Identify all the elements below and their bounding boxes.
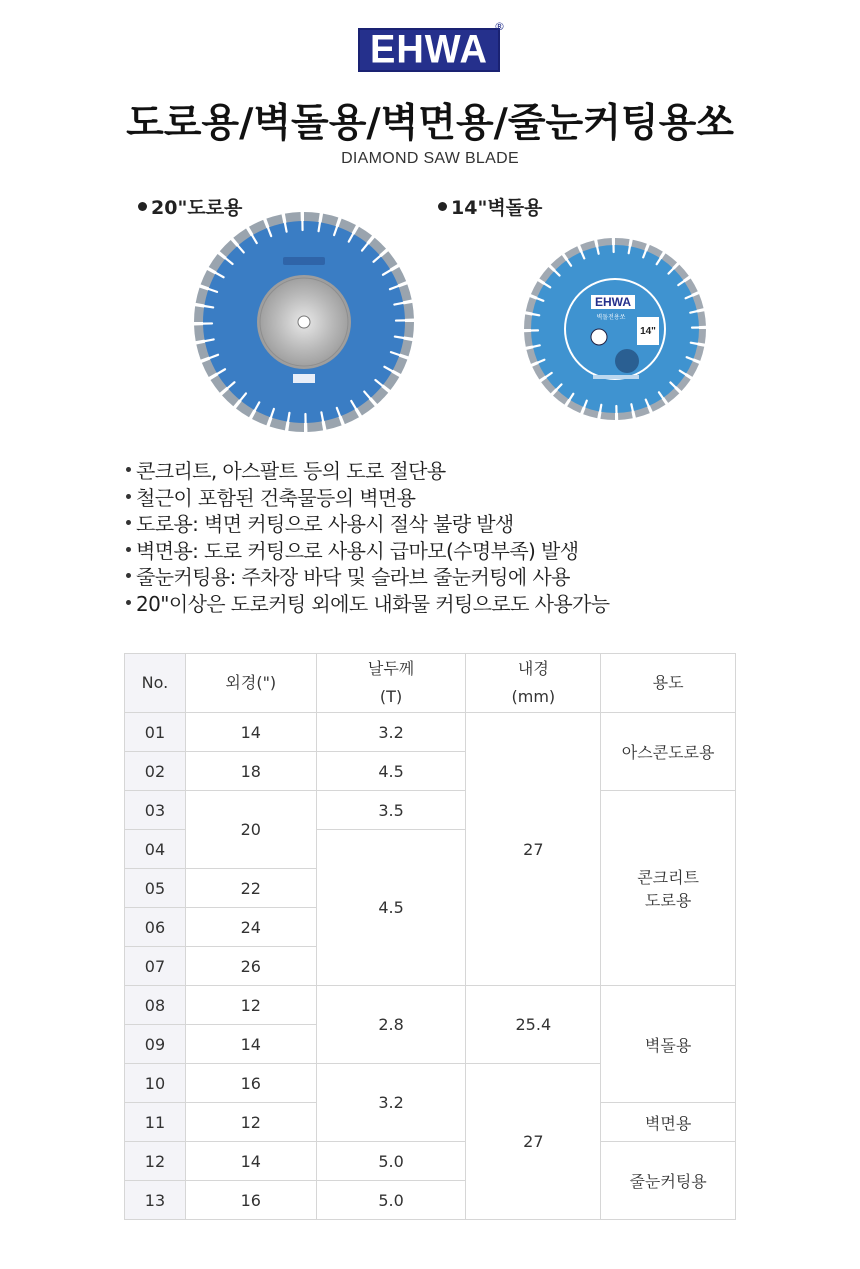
brand-logo (358, 20, 506, 74)
bullet-dot-icon (126, 520, 131, 525)
cell-use-l2: 도로용 (644, 891, 692, 910)
header-thickness (316, 654, 466, 713)
blade-slot (531, 314, 539, 315)
feature-text: 도로용: 벽면 커팅으로 사용시 절삭 불량 발생 (136, 512, 514, 536)
blade-slot (203, 306, 213, 308)
feature-list (126, 458, 746, 617)
page-title: 도로용/벽돌용/벽면용/줄눈커팅용쏘 (126, 101, 734, 146)
bullet-dot-icon (126, 494, 131, 499)
feature-text: 줄눈커팅용: 주차장 바닥 및 슬라브 줄눈커팅에 사용 (136, 565, 570, 589)
cell-no: 10 (125, 1064, 186, 1103)
blade-slot (600, 405, 601, 413)
cell-id: 27 (466, 713, 601, 986)
cell-id: 25.4 (466, 986, 601, 1064)
blade-illustration (615, 349, 639, 373)
spec-table (124, 653, 736, 1220)
cell-od: 12 (185, 986, 316, 1025)
feature-item (126, 591, 746, 618)
feature-item (126, 485, 746, 512)
cell-use: 줄눈커팅용 (601, 1142, 736, 1220)
cell-t: 4.5 (316, 752, 466, 791)
header-inner-diameter (466, 654, 601, 713)
cell-t: 5.0 (316, 1142, 466, 1181)
cell-od: 14 (185, 1142, 316, 1181)
cell-t: 3.5 (316, 791, 466, 830)
table-row (125, 986, 736, 1025)
cell-no: 05 (125, 869, 186, 908)
arbor-hole (591, 329, 607, 345)
product-label-brick (438, 193, 542, 220)
table-row (125, 713, 736, 752)
cell-no: 13 (125, 1181, 186, 1220)
blade-print (593, 375, 639, 379)
page-subtitle: DIAMOND SAW BLADE (341, 150, 519, 167)
blade-print (283, 257, 325, 265)
header-inner-l1: 내경 (517, 659, 549, 678)
cell-od: 14 (185, 713, 316, 752)
feature-item (126, 538, 746, 565)
blade-size-text: 14" (640, 326, 656, 337)
cell-no: 07 (125, 947, 186, 986)
blade-body (531, 245, 699, 413)
cell-od: 26 (185, 947, 316, 986)
blade-slot (319, 221, 321, 231)
cell-od: 14 (185, 1025, 316, 1064)
header-usage: 용도 (601, 654, 736, 713)
logo-text: EHWA (370, 27, 488, 73)
bullet-dot-icon (438, 202, 447, 211)
table-header-row (125, 654, 736, 713)
bullet-dot-icon (126, 547, 131, 552)
logo-box (358, 28, 500, 72)
cell-no: 08 (125, 986, 186, 1025)
header-thickness-l1: 날두께 (367, 659, 415, 678)
feature-text: 콘크리트, 아스팔트 등의 도로 절단용 (136, 459, 446, 483)
feature-text: 20"이상은 도로커팅 외에도 내화물 커팅으로도 사용가능 (136, 591, 610, 616)
cell-od: 22 (185, 869, 316, 908)
cell-use: 아스콘도로용 (601, 713, 736, 791)
header-no: No. (125, 654, 186, 713)
bullet-dot-icon (138, 202, 147, 211)
cell-no: 06 (125, 908, 186, 947)
feature-item (126, 511, 746, 538)
header-thickness-l2: (T) (379, 687, 403, 706)
cell-od: 16 (185, 1181, 316, 1220)
bullet-dot-icon (126, 600, 131, 605)
cell-no: 02 (125, 752, 186, 791)
cell-use-l1: 콘크리트 (637, 868, 700, 887)
table-row (125, 791, 736, 830)
cell-t: 3.2 (316, 713, 466, 752)
bullet-dot-icon (126, 573, 131, 578)
cell-t: 3.2 (316, 1064, 466, 1142)
product-label-road-text: 20"도로용 (151, 197, 243, 219)
cell-use (601, 791, 736, 986)
cell-id: 27 (466, 1064, 601, 1220)
blade-slot (691, 343, 699, 344)
cell-od: 18 (185, 752, 316, 791)
header-inner-l2: (mm) (511, 687, 556, 706)
product-label-brick-text: 14"벽돌용 (451, 197, 543, 219)
blade-sticker (293, 374, 315, 383)
cell-od: 16 (185, 1064, 316, 1103)
cell-no: 01 (125, 713, 186, 752)
cell-od: 12 (185, 1103, 316, 1142)
blade-slot (395, 337, 405, 339)
blade-slot (629, 245, 630, 253)
cell-no: 04 (125, 830, 186, 869)
bullet-dot-icon (126, 467, 131, 472)
cell-t: 5.0 (316, 1181, 466, 1220)
feature-text: 철근이 포함된 건축물등의 벽면용 (136, 485, 416, 510)
blade-slot (288, 413, 290, 423)
cell-no: 03 (125, 791, 186, 830)
feature-item (126, 458, 746, 485)
feature-text: 벽면용: 도로 커팅으로 사용시 급마모(수명부족) 발생 (136, 538, 579, 563)
cell-t: 2.8 (316, 986, 466, 1064)
cell-no: 12 (125, 1142, 186, 1181)
arbor-hole (298, 316, 310, 328)
feature-item (126, 564, 746, 591)
table-row (125, 1142, 736, 1181)
cell-use: 벽돌용 (601, 986, 736, 1103)
blade-logo-text: EHWA (595, 295, 631, 309)
registered-mark: ® (494, 20, 505, 33)
blade-subtext: 벽돌전용쏘 (596, 314, 626, 321)
cell-no: 11 (125, 1103, 186, 1142)
cell-od: 24 (185, 908, 316, 947)
cell-use: 벽면용 (601, 1103, 736, 1142)
road-blade-image (193, 211, 415, 433)
cell-t: 4.5 (316, 830, 466, 986)
cell-od: 20 (185, 791, 316, 869)
cell-no: 09 (125, 1025, 186, 1064)
brick-blade-image (523, 237, 707, 421)
header-outer-diameter: 외경(") (185, 654, 316, 713)
